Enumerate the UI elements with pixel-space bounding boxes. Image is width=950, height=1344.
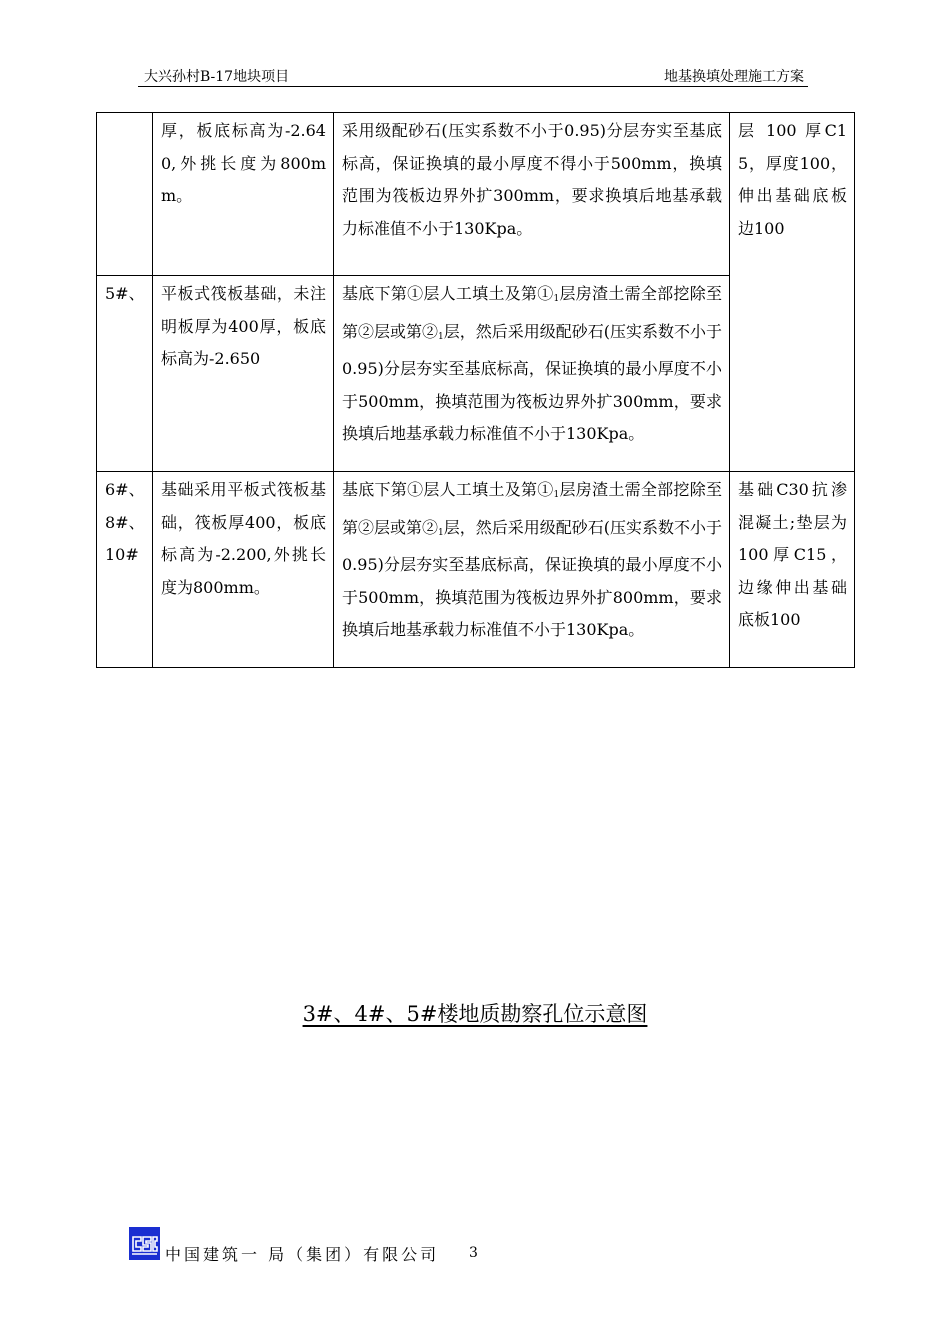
foundation-type-cell: 基础采用平板式筏板基础，筏板厚400，板底标高为-2.200,外挑长度为800mm。 bbox=[153, 472, 334, 668]
building-number-cell: 6#、 8#、 10# bbox=[97, 472, 153, 668]
building-number-cell: 5#、 bbox=[97, 276, 153, 472]
header-project-name: 大兴孙村B-17地块项目 bbox=[144, 69, 290, 85]
remark-cell: 层 100 厚C15，厚度100，伸出基础底板边100 bbox=[730, 113, 855, 472]
cscec-logo-icon bbox=[129, 1227, 160, 1260]
treatment-method-cell: 基底下第①层人工填土及第$①_1$层房渣土需全部挖除至第②层或第$②_1$层，然后采用级配砂石(压实系数不小于0.95)分层夯实至基底标高，保证换填的最小厚度不小于500mm，换填范围为筏板边界外扩800mm，要求换填后地基承载力标准值不小于130Kpa。 bbox=[334, 472, 730, 668]
header-document-title: 地基换填处理施工方案 bbox=[664, 69, 804, 85]
treatment-method-cell: 基底下第①层人工填土及第$①_1$层房渣土需全部挖除至第②层或第$②_1$层，然后采用级配砂石(压实系数不小于0.95)分层夯实至基底标高，保证换填的最小厚度不小于500mm，换填范围为筏板边界外扩300mm，要求换填后地基承载力标准值不小于130Kpa。 bbox=[334, 276, 730, 472]
foundation-treatment-table bbox=[96, 112, 855, 668]
treatment-method-cell: 采用级配砂石(压实系数不小于0.95)分层夯实至基底标高，保证换填的最小厚度不得小于500mm，换填范围为筏板边界外扩300mm，要求换填后地基承载力标准值不小于130Kpa。 bbox=[334, 113, 730, 276]
figure-caption: 3#、4#、5#楼地质勘察孔位示意图 bbox=[302, 1002, 648, 1026]
table-row bbox=[97, 113, 855, 276]
foundation-type-cell: 厚，板底标高为-2.640,外挑长度为800mm。 bbox=[153, 113, 334, 276]
page-number: 3 bbox=[469, 1245, 478, 1261]
footer-company-name: 中国建筑一 局（集团）有限公司 bbox=[165, 1245, 440, 1264]
building-number-cell bbox=[97, 113, 153, 276]
foundation-type-cell: 平板式筏板基础，未注明板厚为400厚，板底标高为-2.650 bbox=[153, 276, 334, 472]
table-row bbox=[97, 472, 855, 668]
remark-cell: 基础C30抗渗混凝土;垫层为100厚C15，边缘伸出基础底板100 bbox=[730, 472, 855, 668]
header-divider bbox=[138, 86, 808, 87]
